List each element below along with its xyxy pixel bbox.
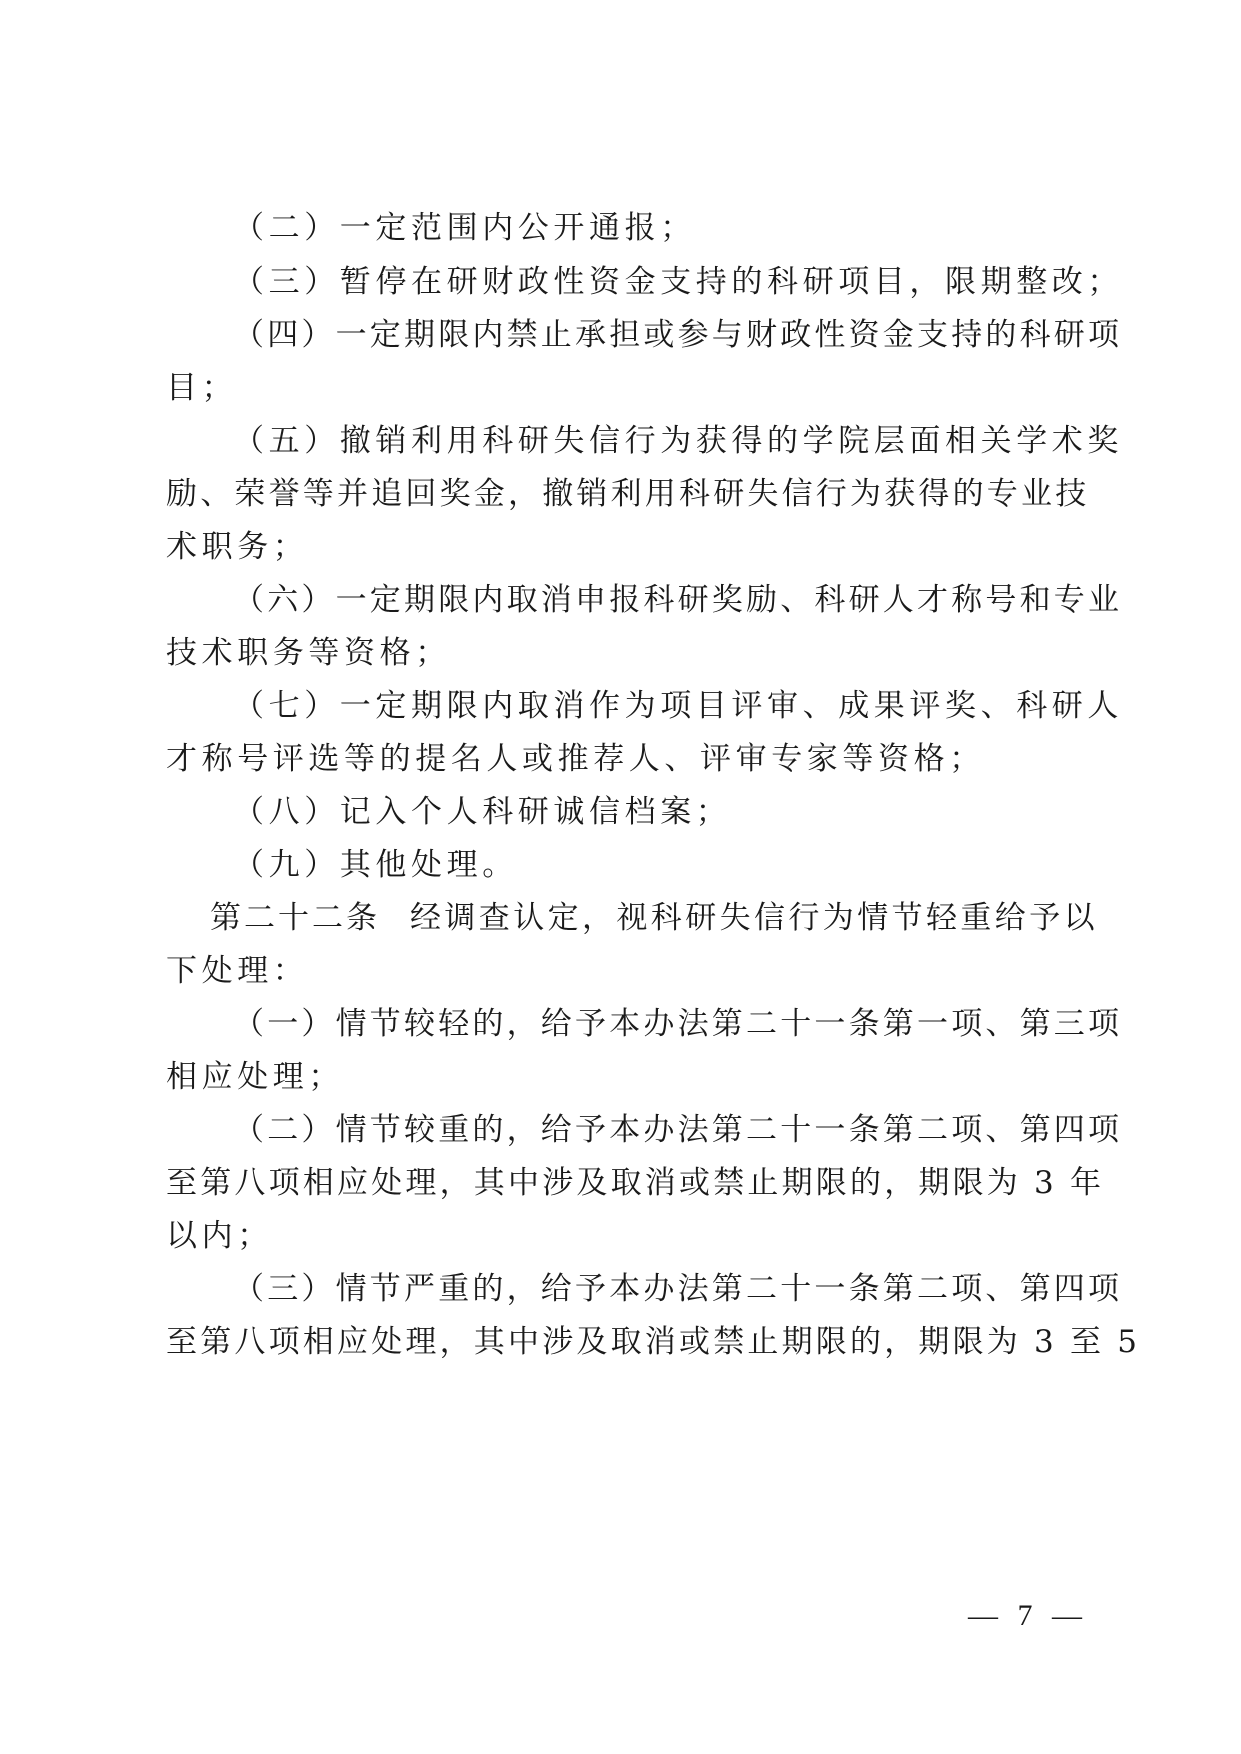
paragraph-line: 以内； [166,1218,273,1254]
article-number: 第二十二条 [210,900,380,936]
paragraph-line: （九）其他处理。 [233,847,518,883]
paragraph-line: 术职务； [166,529,309,565]
paragraph-line: 才称号评选等的提名人或推荐人、评审专家等资格； [166,741,985,777]
paragraph-line: （六）一定期限内取消申报科研奖励、科研人才称号和专业 [233,582,1123,618]
paragraph-line: （三）暂停在研财政性资金支持的科研项目，限期整改； [233,264,1123,300]
article-line [210,898,1098,938]
paragraph-line: 技术职务等资格； [166,635,451,671]
paragraph-line: （二）一定范围内公开通报； [233,210,696,246]
paragraph-line: 目； [166,370,238,406]
article-text: 经调查认定，视科研失信行为情节轻重给予以 [410,900,1098,936]
paragraph-line: （七）一定期限内取消作为项目评审、成果评奖、科研人 [233,688,1123,724]
paragraph-line: （三）情节严重的，给予本办法第二十一条第二项、第四项 [233,1271,1123,1307]
paragraph-line: （五）撤销利用科研失信行为获得的学院层面相关学术奖 [233,423,1123,459]
page-number: — 7 — [968,1599,1088,1632]
paragraph-line: （一）情节较轻的，给予本办法第二十一条第一项、第三项 [233,1006,1123,1042]
paragraph-line: 相应处理； [166,1059,344,1095]
paragraph-line: （二）情节较重的，给予本办法第二十一条第二项、第四项 [233,1112,1123,1148]
paragraph-line: 下处理： [166,953,309,989]
paragraph-line: 至第八项相应处理，其中涉及取消或禁止期限的，期限为 3 年 [166,1165,1105,1201]
paragraph-line: 至第八项相应处理，其中涉及取消或禁止期限的，期限为 3 至 5 [166,1324,1141,1360]
paragraph-line: 励、荣誉等并追回奖金，撤销利用科研失信行为获得的专业技 [166,476,1090,512]
paragraph-line: （四）一定期限内禁止承担或参与财政性资金支持的科研项 [233,317,1123,353]
paragraph-line: （八）记入个人科研诚信档案； [233,794,732,830]
